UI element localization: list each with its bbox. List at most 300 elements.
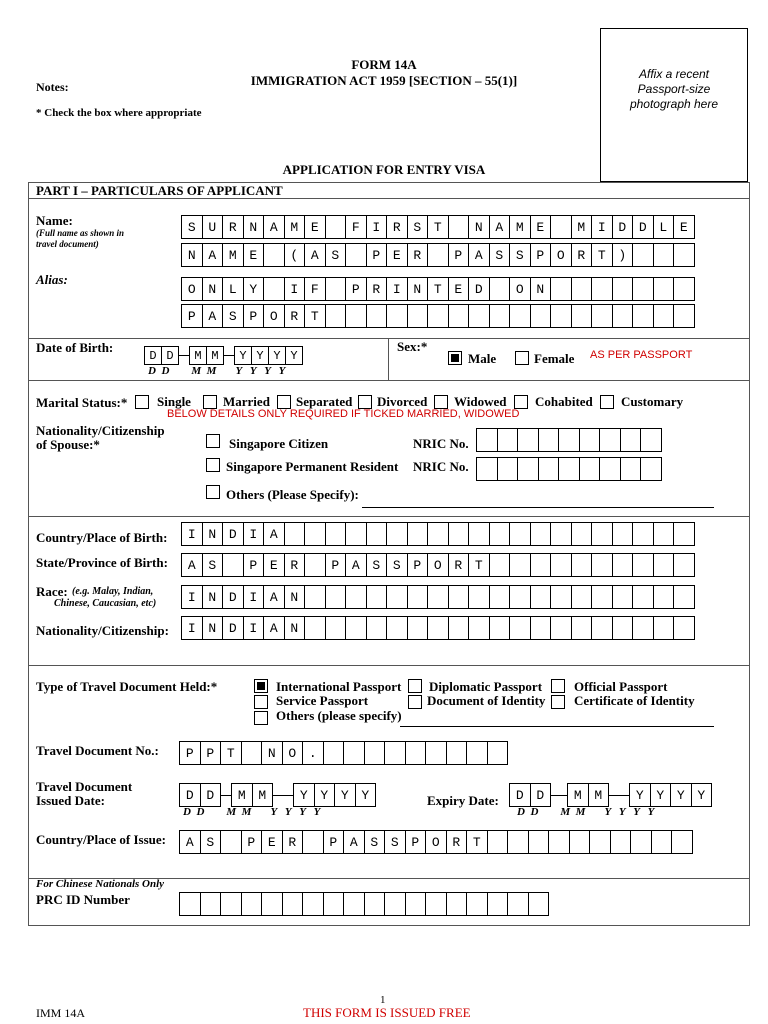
char-box[interactable]: D — [161, 346, 179, 365]
char-box[interactable]: A — [179, 830, 201, 854]
char-box[interactable]: N — [243, 215, 265, 239]
diplomatic-checkbox[interactable] — [408, 679, 422, 693]
char-box[interactable] — [548, 830, 570, 854]
country-issue-field[interactable] — [179, 830, 693, 854]
char-box[interactable] — [528, 892, 550, 916]
char-box[interactable]: R — [407, 243, 429, 267]
dob-year[interactable] — [234, 346, 303, 365]
cohabited-checkbox[interactable] — [514, 395, 528, 409]
char-box[interactable] — [591, 522, 613, 546]
char-box[interactable] — [640, 457, 662, 481]
char-box[interactable] — [476, 457, 498, 481]
char-box[interactable]: E — [261, 830, 283, 854]
char-box[interactable]: I — [181, 616, 203, 640]
char-box[interactable] — [364, 741, 386, 765]
char-box[interactable] — [345, 522, 367, 546]
char-box[interactable] — [384, 741, 406, 765]
char-box[interactable] — [550, 304, 572, 328]
char-box[interactable] — [302, 892, 324, 916]
char-box[interactable]: I — [284, 277, 306, 301]
char-box[interactable] — [476, 428, 498, 452]
divorced-checkbox[interactable] — [358, 395, 372, 409]
char-box[interactable] — [284, 522, 306, 546]
expiry-date-fields[interactable] — [509, 783, 712, 807]
char-box[interactable]: D — [222, 522, 244, 546]
char-box[interactable]: Y — [234, 346, 252, 365]
char-box[interactable]: Y — [670, 783, 692, 807]
char-box[interactable] — [325, 215, 347, 239]
char-box[interactable]: Y — [293, 783, 315, 807]
char-box[interactable] — [673, 304, 695, 328]
char-box[interactable]: S — [222, 304, 244, 328]
char-box[interactable] — [366, 304, 388, 328]
char-box[interactable] — [632, 585, 654, 609]
name-row-2[interactable] — [181, 243, 695, 267]
char-box[interactable] — [538, 457, 560, 481]
char-box[interactable]: N — [202, 585, 224, 609]
char-box[interactable] — [323, 892, 345, 916]
char-box[interactable] — [517, 457, 539, 481]
char-box[interactable]: O — [181, 277, 203, 301]
char-box[interactable]: M — [189, 346, 207, 365]
cert-identity-checkbox[interactable] — [551, 695, 565, 709]
char-box[interactable]: D — [530, 783, 552, 807]
char-box[interactable]: Y — [691, 783, 713, 807]
char-box[interactable]: E — [263, 553, 285, 577]
char-box[interactable] — [489, 585, 511, 609]
char-box[interactable] — [261, 892, 283, 916]
separated-checkbox[interactable] — [277, 395, 291, 409]
char-box[interactable] — [550, 522, 572, 546]
male-checkbox[interactable] — [448, 351, 462, 365]
char-box[interactable]: I — [243, 616, 265, 640]
char-box[interactable] — [509, 616, 531, 640]
char-box[interactable] — [448, 585, 470, 609]
char-box[interactable]: I — [591, 215, 613, 239]
char-box[interactable] — [427, 304, 449, 328]
official-checkbox[interactable] — [551, 679, 565, 693]
char-box[interactable]: A — [345, 553, 367, 577]
char-box[interactable]: N — [202, 277, 224, 301]
char-box[interactable] — [407, 304, 429, 328]
char-box[interactable] — [468, 522, 490, 546]
char-box[interactable] — [489, 277, 511, 301]
char-box[interactable]: R — [446, 830, 468, 854]
char-box[interactable] — [599, 428, 621, 452]
char-box[interactable] — [653, 243, 675, 267]
char-box[interactable]: T — [304, 304, 326, 328]
others-spouse-line[interactable] — [362, 507, 714, 508]
char-box[interactable]: N — [202, 616, 224, 640]
char-box[interactable]: T — [427, 277, 449, 301]
char-box[interactable] — [651, 830, 673, 854]
char-box[interactable] — [323, 741, 345, 765]
char-box[interactable]: E — [243, 243, 265, 267]
char-box[interactable]: N — [261, 741, 283, 765]
char-box[interactable] — [632, 277, 654, 301]
char-box[interactable]: S — [386, 553, 408, 577]
char-box[interactable]: D — [222, 616, 244, 640]
char-box[interactable] — [466, 741, 488, 765]
char-box[interactable] — [489, 304, 511, 328]
char-box[interactable] — [487, 741, 509, 765]
char-box[interactable] — [407, 585, 429, 609]
char-box[interactable]: N — [181, 243, 203, 267]
char-box[interactable]: S — [384, 830, 406, 854]
char-box[interactable]: A — [263, 215, 285, 239]
char-box[interactable] — [632, 243, 654, 267]
char-box[interactable]: N — [284, 616, 306, 640]
char-box[interactable]: P — [323, 830, 345, 854]
char-box[interactable]: T — [220, 741, 242, 765]
char-box[interactable]: R — [284, 553, 306, 577]
alias-row-2[interactable] — [181, 304, 695, 328]
char-box[interactable] — [427, 616, 449, 640]
char-box[interactable]: R — [571, 243, 593, 267]
char-box[interactable]: A — [181, 553, 203, 577]
char-box[interactable] — [673, 243, 695, 267]
char-box[interactable] — [497, 457, 519, 481]
char-box[interactable]: L — [653, 215, 675, 239]
char-box[interactable]: E — [673, 215, 695, 239]
female-checkbox[interactable] — [515, 351, 529, 365]
char-box[interactable] — [446, 892, 468, 916]
issued-month[interactable] — [231, 783, 273, 807]
char-box[interactable] — [571, 616, 593, 640]
char-box[interactable] — [489, 522, 511, 546]
char-box[interactable] — [550, 585, 572, 609]
char-box[interactable] — [509, 553, 531, 577]
char-box[interactable] — [653, 585, 675, 609]
char-box[interactable] — [263, 243, 285, 267]
others-doc-line[interactable] — [400, 726, 714, 727]
char-box[interactable]: P — [325, 553, 347, 577]
char-box[interactable]: O — [550, 243, 572, 267]
char-box[interactable] — [427, 243, 449, 267]
char-box[interactable]: P — [448, 243, 470, 267]
char-box[interactable]: S — [407, 215, 429, 239]
issued-date-fields[interactable] — [179, 783, 376, 807]
char-box[interactable]: L — [222, 277, 244, 301]
char-box[interactable]: I — [243, 585, 265, 609]
char-box[interactable] — [550, 215, 572, 239]
char-box[interactable] — [345, 243, 367, 267]
char-box[interactable] — [427, 522, 449, 546]
char-box[interactable]: A — [263, 585, 285, 609]
char-box[interactable] — [384, 892, 406, 916]
char-box[interactable]: S — [364, 830, 386, 854]
char-box[interactable]: M — [252, 783, 274, 807]
char-box[interactable] — [538, 428, 560, 452]
travel-no-field[interactable] — [179, 741, 508, 765]
char-box[interactable] — [263, 277, 285, 301]
char-box[interactable] — [517, 428, 539, 452]
char-box[interactable]: ( — [284, 243, 306, 267]
char-box[interactable] — [220, 830, 242, 854]
char-box[interactable]: I — [243, 522, 265, 546]
char-box[interactable] — [241, 741, 263, 765]
char-box[interactable]: F — [345, 215, 367, 239]
char-box[interactable] — [497, 428, 519, 452]
char-box[interactable]: N — [468, 215, 490, 239]
char-box[interactable] — [530, 585, 552, 609]
married-checkbox[interactable] — [203, 395, 217, 409]
char-box[interactable]: P — [243, 304, 265, 328]
char-box[interactable]: E — [530, 215, 552, 239]
char-box[interactable]: O — [263, 304, 285, 328]
char-box[interactable] — [612, 585, 634, 609]
char-box[interactable] — [591, 553, 613, 577]
char-box[interactable] — [200, 892, 222, 916]
char-box[interactable] — [632, 616, 654, 640]
char-box[interactable]: D — [468, 277, 490, 301]
nationality-field[interactable] — [181, 616, 695, 640]
char-box[interactable]: S — [200, 830, 222, 854]
char-box[interactable]: T — [466, 830, 488, 854]
char-box[interactable]: S — [366, 553, 388, 577]
char-box[interactable]: U — [202, 215, 224, 239]
char-box[interactable] — [509, 585, 531, 609]
char-box[interactable] — [366, 585, 388, 609]
char-box[interactable] — [632, 304, 654, 328]
char-box[interactable] — [550, 553, 572, 577]
char-box[interactable]: D — [632, 215, 654, 239]
char-box[interactable] — [610, 830, 632, 854]
char-box[interactable]: N — [202, 522, 224, 546]
state-birth-field[interactable] — [181, 553, 695, 577]
char-box[interactable] — [591, 304, 613, 328]
char-box[interactable] — [364, 892, 386, 916]
char-box[interactable] — [550, 616, 572, 640]
char-box[interactable]: M — [588, 783, 610, 807]
char-box[interactable] — [612, 277, 634, 301]
char-box[interactable] — [673, 277, 695, 301]
char-box[interactable]: T — [591, 243, 613, 267]
doc-identity-checkbox[interactable] — [408, 695, 422, 709]
char-box[interactable]: Y — [251, 346, 269, 365]
prc-field[interactable] — [179, 892, 549, 916]
char-box[interactable]: R — [386, 215, 408, 239]
char-box[interactable]: I — [366, 215, 388, 239]
expiry-month[interactable] — [567, 783, 609, 807]
char-box[interactable]: R — [284, 304, 306, 328]
char-box[interactable]: Y — [334, 783, 356, 807]
char-box[interactable]: R — [282, 830, 304, 854]
char-box[interactable]: Y — [629, 783, 651, 807]
char-box[interactable] — [528, 830, 550, 854]
char-box[interactable]: A — [343, 830, 365, 854]
char-box[interactable]: P — [200, 741, 222, 765]
char-box[interactable] — [425, 741, 447, 765]
char-box[interactable]: O — [425, 830, 447, 854]
char-box[interactable]: D — [222, 585, 244, 609]
char-box[interactable] — [673, 553, 695, 577]
char-box[interactable] — [220, 892, 242, 916]
char-box[interactable] — [571, 553, 593, 577]
char-box[interactable]: S — [489, 243, 511, 267]
char-box[interactable] — [653, 553, 675, 577]
char-box[interactable] — [612, 304, 634, 328]
char-box[interactable] — [653, 304, 675, 328]
char-box[interactable] — [446, 741, 468, 765]
char-box[interactable] — [487, 892, 509, 916]
char-box[interactable] — [620, 457, 642, 481]
char-box[interactable]: P — [366, 243, 388, 267]
widowed-checkbox[interactable] — [434, 395, 448, 409]
char-box[interactable]: R — [448, 553, 470, 577]
char-box[interactable] — [530, 553, 552, 577]
char-box[interactable] — [448, 522, 470, 546]
char-box[interactable]: S — [509, 243, 531, 267]
char-box[interactable] — [407, 616, 429, 640]
char-box[interactable] — [405, 741, 427, 765]
char-box[interactable] — [487, 830, 509, 854]
char-box[interactable]: D — [612, 215, 634, 239]
char-box[interactable]: . — [302, 741, 324, 765]
char-box[interactable]: Y — [650, 783, 672, 807]
char-box[interactable]: A — [468, 243, 490, 267]
char-box[interactable] — [589, 830, 611, 854]
dob-fields[interactable] — [144, 346, 303, 365]
char-box[interactable] — [673, 616, 695, 640]
char-box[interactable]: N — [407, 277, 429, 301]
char-box[interactable] — [507, 830, 529, 854]
char-box[interactable] — [325, 304, 347, 328]
char-box[interactable]: Y — [314, 783, 336, 807]
char-box[interactable]: I — [181, 585, 203, 609]
char-box[interactable] — [222, 553, 244, 577]
char-box[interactable] — [530, 522, 552, 546]
service-checkbox[interactable] — [254, 695, 268, 709]
char-box[interactable]: A — [263, 522, 285, 546]
char-box[interactable]: R — [222, 215, 244, 239]
char-box[interactable] — [345, 304, 367, 328]
char-box[interactable] — [386, 585, 408, 609]
char-box[interactable]: P — [241, 830, 263, 854]
char-box[interactable]: E — [304, 215, 326, 239]
char-box[interactable]: P — [345, 277, 367, 301]
char-box[interactable] — [558, 457, 580, 481]
char-box[interactable]: N — [530, 277, 552, 301]
customary-checkbox[interactable] — [600, 395, 614, 409]
char-box[interactable]: ) — [612, 243, 634, 267]
char-box[interactable] — [653, 522, 675, 546]
char-box[interactable]: M — [206, 346, 224, 365]
char-box[interactable]: A — [263, 616, 285, 640]
char-box[interactable]: M — [231, 783, 253, 807]
char-box[interactable]: T — [427, 215, 449, 239]
char-box[interactable] — [325, 585, 347, 609]
char-box[interactable]: D — [509, 783, 531, 807]
char-box[interactable]: O — [509, 277, 531, 301]
char-box[interactable]: A — [202, 243, 224, 267]
char-box[interactable] — [530, 304, 552, 328]
char-box[interactable] — [620, 428, 642, 452]
issued-day[interactable] — [179, 783, 221, 807]
char-box[interactable]: S — [325, 243, 347, 267]
char-box[interactable]: E — [448, 277, 470, 301]
char-box[interactable] — [179, 892, 201, 916]
char-box[interactable] — [427, 585, 449, 609]
char-box[interactable]: P — [405, 830, 427, 854]
char-box[interactable] — [304, 553, 326, 577]
char-box[interactable]: M — [222, 243, 244, 267]
char-box[interactable] — [304, 522, 326, 546]
country-birth-field[interactable] — [181, 522, 695, 546]
char-box[interactable] — [345, 585, 367, 609]
char-box[interactable]: F — [304, 277, 326, 301]
race-field[interactable] — [181, 585, 695, 609]
char-box[interactable] — [612, 522, 634, 546]
intl-passport-checkbox[interactable] — [254, 679, 268, 693]
char-box[interactable] — [405, 892, 427, 916]
expiry-day[interactable] — [509, 783, 551, 807]
char-box[interactable] — [599, 457, 621, 481]
char-box[interactable]: Y — [243, 277, 265, 301]
char-box[interactable]: P — [243, 553, 265, 577]
char-box[interactable]: M — [567, 783, 589, 807]
issued-year[interactable] — [293, 783, 376, 807]
char-box[interactable] — [468, 585, 490, 609]
char-box[interactable] — [591, 585, 613, 609]
expiry-year[interactable] — [629, 783, 712, 807]
char-box[interactable]: T — [468, 553, 490, 577]
char-box[interactable] — [550, 277, 572, 301]
char-box[interactable]: Y — [268, 346, 286, 365]
char-box[interactable]: P — [181, 304, 203, 328]
char-box[interactable] — [325, 616, 347, 640]
others-spouse-checkbox[interactable] — [206, 485, 220, 499]
char-box[interactable] — [507, 892, 529, 916]
dob-month[interactable] — [189, 346, 224, 365]
char-box[interactable] — [509, 522, 531, 546]
char-box[interactable]: S — [181, 215, 203, 239]
char-box[interactable]: O — [427, 553, 449, 577]
sg-citizen-checkbox[interactable] — [206, 434, 220, 448]
char-box[interactable] — [571, 277, 593, 301]
char-box[interactable] — [466, 892, 488, 916]
char-box[interactable] — [345, 616, 367, 640]
dob-day[interactable] — [144, 346, 179, 365]
char-box[interactable] — [468, 616, 490, 640]
char-box[interactable]: P — [530, 243, 552, 267]
nric-field-1[interactable] — [476, 428, 662, 452]
sg-pr-checkbox[interactable] — [206, 458, 220, 472]
char-box[interactable] — [630, 830, 652, 854]
char-box[interactable] — [407, 522, 429, 546]
char-box[interactable]: S — [202, 553, 224, 577]
char-box[interactable] — [569, 830, 591, 854]
single-checkbox[interactable] — [135, 395, 149, 409]
char-box[interactable] — [571, 585, 593, 609]
char-box[interactable] — [591, 616, 613, 640]
char-box[interactable] — [325, 277, 347, 301]
char-box[interactable] — [468, 304, 490, 328]
char-box[interactable] — [448, 215, 470, 239]
char-box[interactable] — [673, 585, 695, 609]
char-box[interactable] — [343, 741, 365, 765]
char-box[interactable] — [425, 892, 447, 916]
char-box[interactable]: E — [386, 243, 408, 267]
char-box[interactable] — [653, 277, 675, 301]
char-box[interactable] — [343, 892, 365, 916]
char-box[interactable]: Y — [285, 346, 303, 365]
char-box[interactable] — [282, 892, 304, 916]
char-box[interactable] — [591, 277, 613, 301]
char-box[interactable] — [302, 830, 324, 854]
char-box[interactable]: N — [284, 585, 306, 609]
char-box[interactable]: M — [284, 215, 306, 239]
